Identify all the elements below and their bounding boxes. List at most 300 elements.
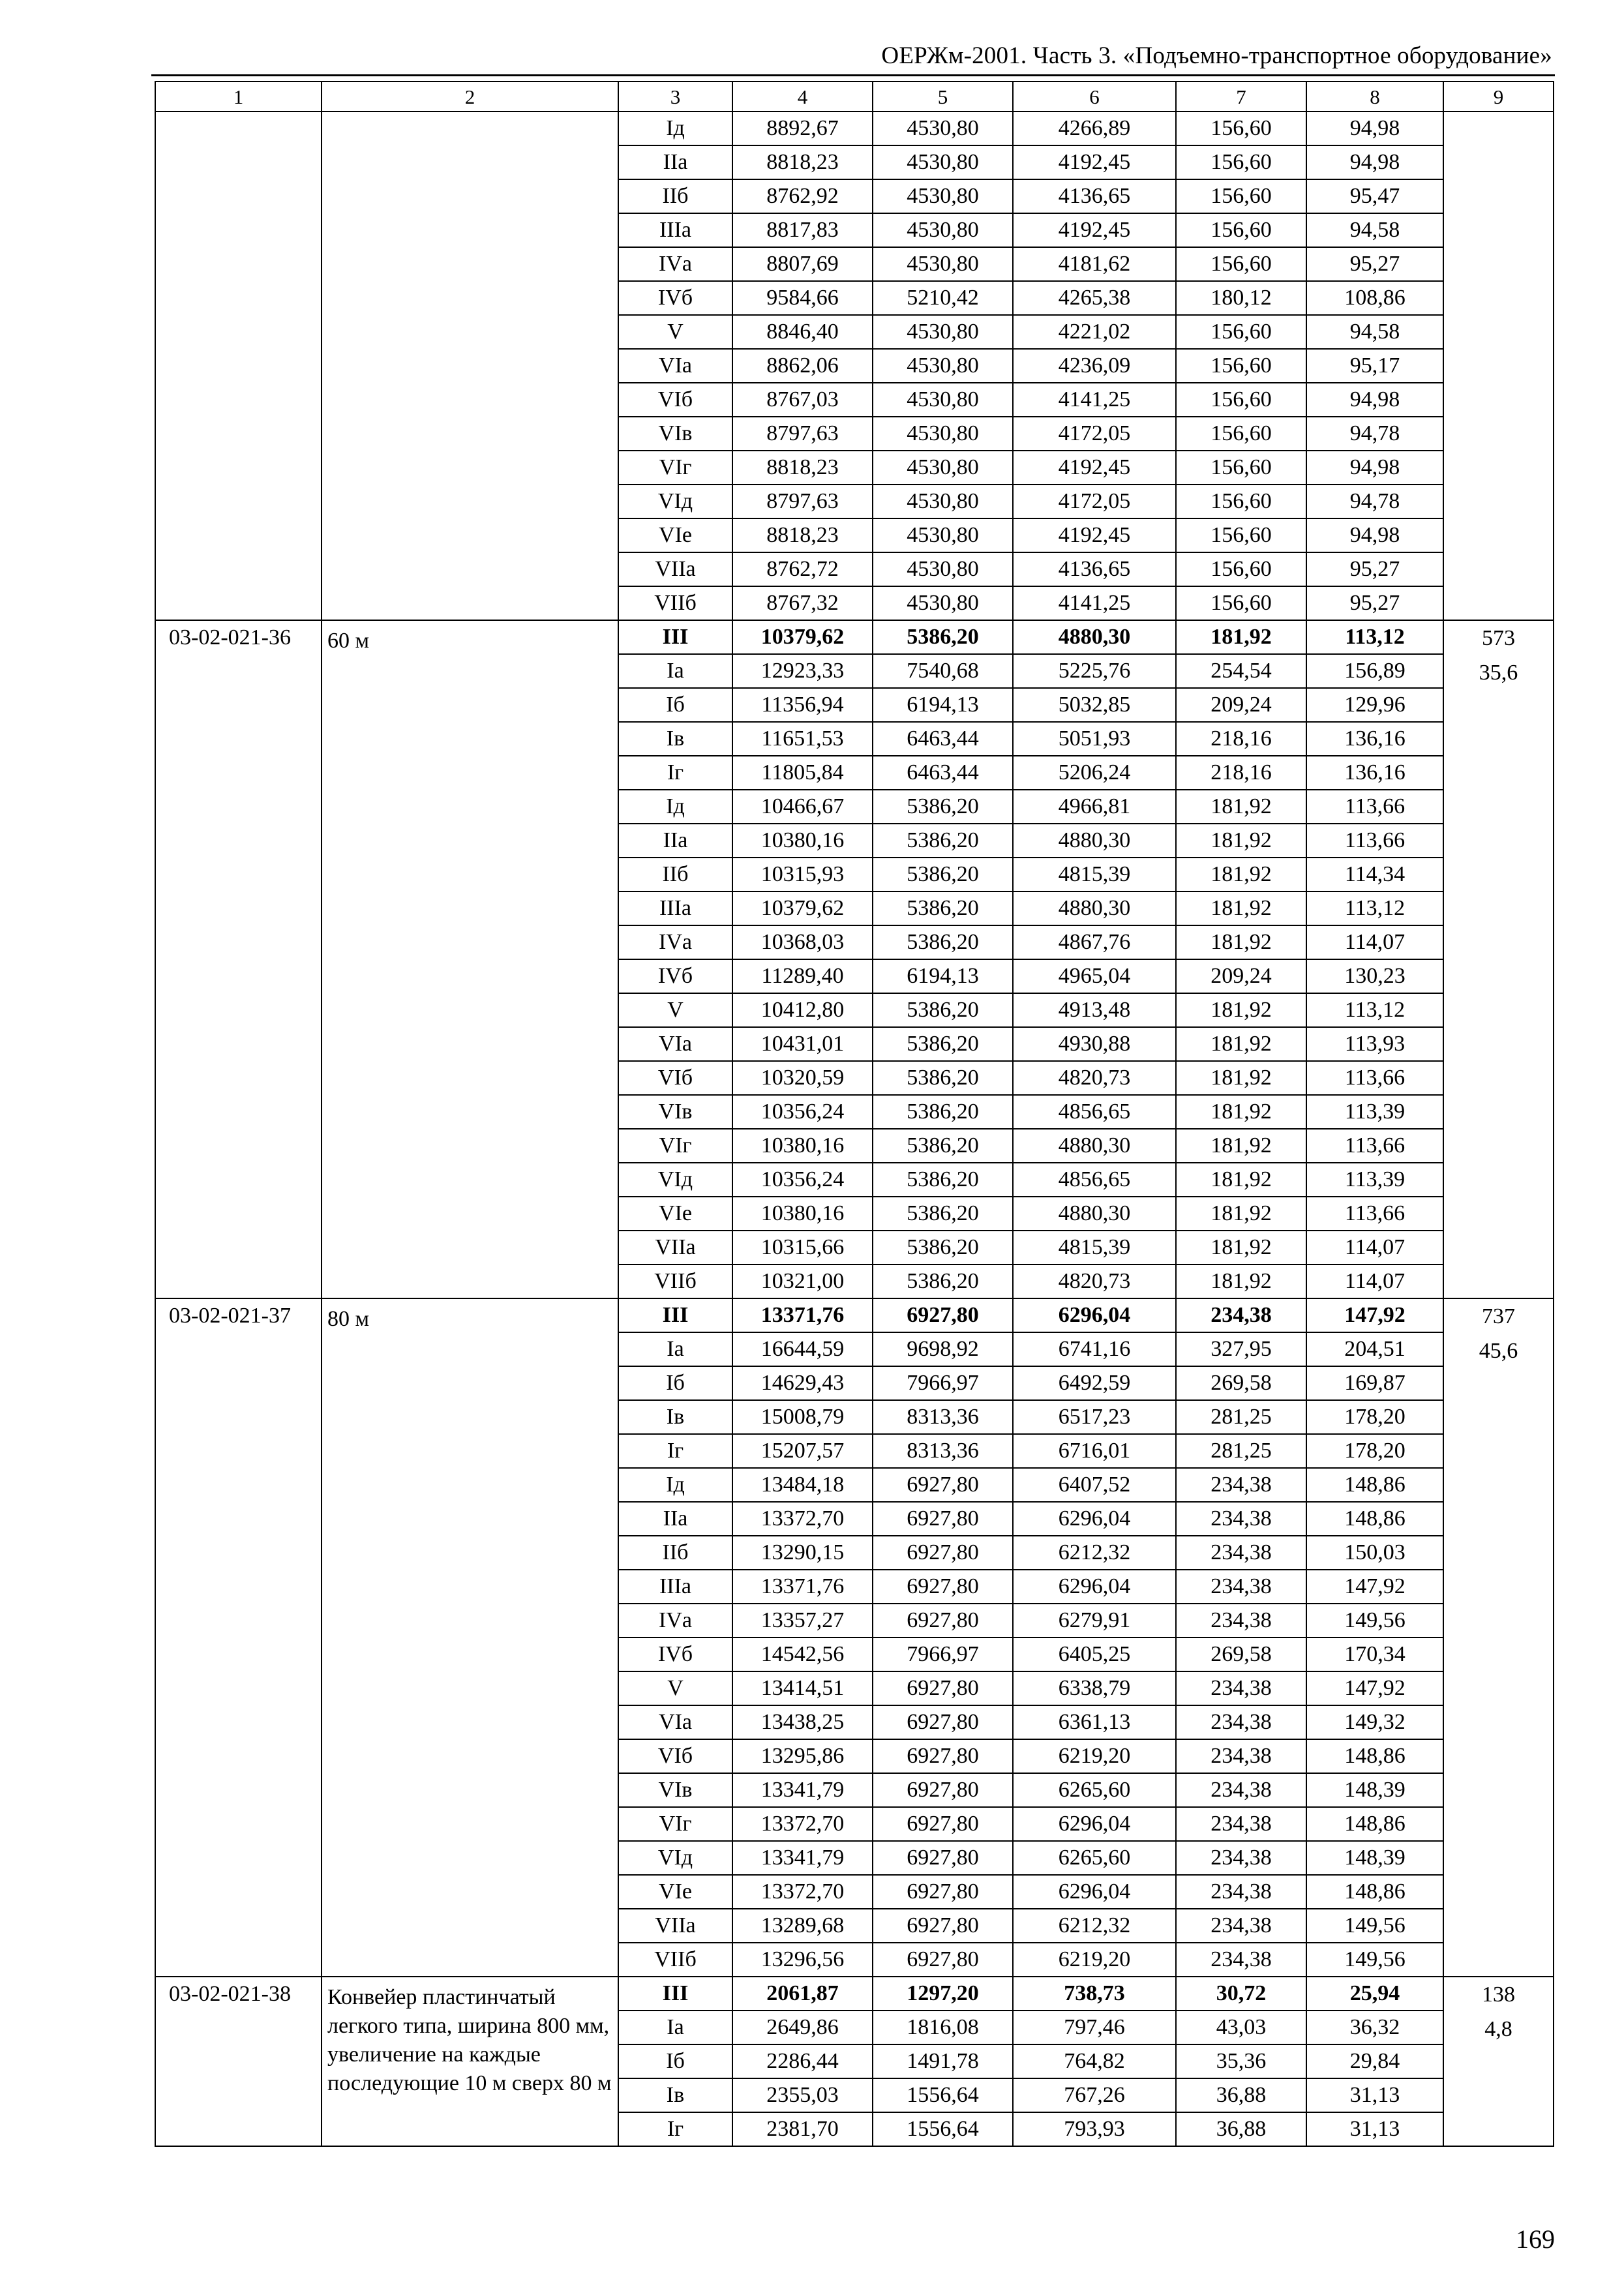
cell-col-6: 6219,20 bbox=[1013, 1739, 1176, 1773]
cell-col-8: 148,86 bbox=[1306, 1875, 1443, 1909]
cell-col-4: 13484,18 bbox=[732, 1468, 873, 1502]
cell-col-4: 8762,92 bbox=[732, 179, 873, 213]
cell-col-6: 4266,89 bbox=[1013, 112, 1176, 145]
cell-col-3: Iв bbox=[618, 1400, 732, 1434]
item-description: 80 м bbox=[322, 1298, 618, 1977]
item-code: 03-02-021-38 bbox=[155, 1977, 322, 2146]
cell-col-5: 5386,20 bbox=[873, 1231, 1013, 1264]
cell-col-3: IVб bbox=[618, 959, 732, 993]
cell-col-8: 113,12 bbox=[1306, 891, 1443, 925]
cell-col-3: VIв bbox=[618, 1773, 732, 1807]
cell-col-8: 94,58 bbox=[1306, 213, 1443, 247]
cell-col-8: 149,56 bbox=[1306, 1604, 1443, 1638]
cell-col-8: 31,13 bbox=[1306, 2078, 1443, 2112]
cell-col-6: 4236,09 bbox=[1013, 349, 1176, 383]
cell-col-3: VIIа bbox=[618, 552, 732, 586]
table-row bbox=[155, 620, 1554, 654]
cell-col-7: 181,92 bbox=[1176, 1163, 1306, 1197]
cell-col-3: IIб bbox=[618, 1536, 732, 1570]
cell-col-8: 95,27 bbox=[1306, 247, 1443, 281]
cell-col-5: 7966,97 bbox=[873, 1366, 1013, 1400]
cell-col-8: 148,39 bbox=[1306, 1773, 1443, 1807]
cell-col-3: Iг bbox=[618, 1434, 732, 1468]
cell-col-4: 13438,25 bbox=[732, 1705, 873, 1739]
cell-col-7: 156,60 bbox=[1176, 179, 1306, 213]
cell-col-6: 6212,32 bbox=[1013, 1909, 1176, 1943]
cell-col-7: 281,25 bbox=[1176, 1400, 1306, 1434]
cell-col-4: 8807,69 bbox=[732, 247, 873, 281]
cell-col-4: 10315,66 bbox=[732, 1231, 873, 1264]
cell-col-3: VIв bbox=[618, 1095, 732, 1129]
cell-col-8: 94,98 bbox=[1306, 383, 1443, 417]
cell-col-8: 113,66 bbox=[1306, 790, 1443, 824]
cell-col-3: IVа bbox=[618, 925, 732, 959]
cell-col-6: 4965,04 bbox=[1013, 959, 1176, 993]
cell-col-8: 95,27 bbox=[1306, 552, 1443, 586]
cell-col-8: 113,66 bbox=[1306, 1129, 1443, 1163]
cell-col-5: 5386,20 bbox=[873, 1264, 1013, 1298]
cell-col-4: 10368,03 bbox=[732, 925, 873, 959]
cell-col-6: 6219,20 bbox=[1013, 1943, 1176, 1977]
item-code: 03-02-021-36 bbox=[155, 620, 322, 1298]
cell-col-3: VIе bbox=[618, 1875, 732, 1909]
column-number: 6 bbox=[1013, 82, 1176, 112]
cell-col-8: 94,58 bbox=[1306, 315, 1443, 349]
cell-col-7: 234,38 bbox=[1176, 1298, 1306, 1332]
cell-col-8: 178,20 bbox=[1306, 1434, 1443, 1468]
cell-col-4: 10379,62 bbox=[732, 620, 873, 654]
cell-col-4: 10356,24 bbox=[732, 1095, 873, 1129]
cell-col-6: 4867,76 bbox=[1013, 925, 1176, 959]
cell-col-8: 36,32 bbox=[1306, 2011, 1443, 2044]
column-number: 5 bbox=[873, 82, 1013, 112]
cell-col-4: 8767,32 bbox=[732, 586, 873, 620]
cell-col-6: 6296,04 bbox=[1013, 1570, 1176, 1604]
cell-col-4: 13371,76 bbox=[732, 1298, 873, 1332]
cell-col-4: 8818,23 bbox=[732, 145, 873, 179]
cell-col-6: 4820,73 bbox=[1013, 1061, 1176, 1095]
cell-col-4: 13372,70 bbox=[732, 1502, 873, 1536]
item-description: 60 м bbox=[322, 620, 618, 1298]
cell-col-7: 218,16 bbox=[1176, 722, 1306, 756]
cell-col-5: 6927,80 bbox=[873, 1671, 1013, 1705]
cell-col-5: 6927,80 bbox=[873, 1909, 1013, 1943]
cell-col-5: 6463,44 bbox=[873, 722, 1013, 756]
item-code bbox=[155, 112, 322, 620]
cell-col-8: 113,12 bbox=[1306, 993, 1443, 1027]
cell-col-5: 1816,08 bbox=[873, 2011, 1013, 2044]
cell-col-8: 129,96 bbox=[1306, 688, 1443, 722]
cell-col-8: 94,78 bbox=[1306, 417, 1443, 451]
cell-col-8: 94,98 bbox=[1306, 145, 1443, 179]
cell-col-3: V bbox=[618, 315, 732, 349]
column-number: 3 bbox=[618, 82, 732, 112]
cell-col-3: Iб bbox=[618, 1366, 732, 1400]
item-col9 bbox=[1443, 1298, 1554, 1977]
cell-col-4: 10315,93 bbox=[732, 858, 873, 891]
cell-col-6: 6405,25 bbox=[1013, 1638, 1176, 1671]
cell-col-6: 4815,39 bbox=[1013, 858, 1176, 891]
cell-col-7: 269,58 bbox=[1176, 1366, 1306, 1400]
cell-col-8: 169,87 bbox=[1306, 1366, 1443, 1400]
table-row bbox=[155, 1977, 1554, 2011]
cell-col-5: 1297,20 bbox=[873, 1977, 1013, 2011]
cell-col-6: 6492,59 bbox=[1013, 1366, 1176, 1400]
cell-col-3: Iв bbox=[618, 2078, 732, 2112]
table-body bbox=[155, 82, 1554, 2146]
cell-col-6: 764,82 bbox=[1013, 2044, 1176, 2078]
cell-col-4: 15207,57 bbox=[732, 1434, 873, 1468]
cell-col-7: 156,60 bbox=[1176, 315, 1306, 349]
cell-col-4: 10380,16 bbox=[732, 824, 873, 858]
cell-col-4: 10466,67 bbox=[732, 790, 873, 824]
cell-col-4: 13341,79 bbox=[732, 1841, 873, 1875]
cell-col-8: 25,94 bbox=[1306, 1977, 1443, 2011]
cell-col-3: Iб bbox=[618, 688, 732, 722]
cell-col-8: 148,86 bbox=[1306, 1807, 1443, 1841]
cell-col-6: 4221,02 bbox=[1013, 315, 1176, 349]
cell-col-3: Iд bbox=[618, 1468, 732, 1502]
cell-col-3: IIб bbox=[618, 858, 732, 891]
cell-col-5: 5386,20 bbox=[873, 824, 1013, 858]
cell-col-3: III bbox=[618, 1977, 732, 2011]
cell-col-7: 234,38 bbox=[1176, 1502, 1306, 1536]
cell-col-8: 114,34 bbox=[1306, 858, 1443, 891]
cell-col-5: 4530,80 bbox=[873, 145, 1013, 179]
cell-col-6: 4192,45 bbox=[1013, 145, 1176, 179]
cell-col-6: 797,46 bbox=[1013, 2011, 1176, 2044]
cell-col-6: 4136,65 bbox=[1013, 179, 1176, 213]
cell-col-7: 234,38 bbox=[1176, 1807, 1306, 1841]
cell-col-5: 6927,80 bbox=[873, 1604, 1013, 1638]
cell-col-4: 13295,86 bbox=[732, 1739, 873, 1773]
cell-col-7: 181,92 bbox=[1176, 1061, 1306, 1095]
header-title: ОЕРЖм-2001. Часть 3. «Подъемно-транспортное оборудование» bbox=[881, 42, 1552, 69]
table-row bbox=[155, 1298, 1554, 1332]
cell-col-6: 4880,30 bbox=[1013, 620, 1176, 654]
cell-col-3: IIа bbox=[618, 1502, 732, 1536]
cell-col-5: 5386,20 bbox=[873, 1027, 1013, 1061]
cell-col-5: 4530,80 bbox=[873, 247, 1013, 281]
cell-col-7: 156,60 bbox=[1176, 586, 1306, 620]
cell-col-5: 5386,20 bbox=[873, 620, 1013, 654]
cell-col-3: VIа bbox=[618, 1027, 732, 1061]
cell-col-4: 8767,03 bbox=[732, 383, 873, 417]
cell-col-8: 94,98 bbox=[1306, 451, 1443, 485]
cell-col-8: 113,66 bbox=[1306, 824, 1443, 858]
cell-col-7: 156,60 bbox=[1176, 213, 1306, 247]
cell-col-4: 12923,33 bbox=[732, 654, 873, 688]
cell-col-7: 181,92 bbox=[1176, 1129, 1306, 1163]
cell-col-7: 234,38 bbox=[1176, 1705, 1306, 1739]
cell-col-6: 5051,93 bbox=[1013, 722, 1176, 756]
cell-col-7: 281,25 bbox=[1176, 1434, 1306, 1468]
cell-col-7: 181,92 bbox=[1176, 790, 1306, 824]
cell-col-6: 6716,01 bbox=[1013, 1434, 1176, 1468]
cell-col-6: 4172,05 bbox=[1013, 417, 1176, 451]
item-description bbox=[322, 112, 618, 620]
cell-col-8: 114,07 bbox=[1306, 1231, 1443, 1264]
cell-col-7: 156,60 bbox=[1176, 518, 1306, 552]
cell-col-8: 95,47 bbox=[1306, 179, 1443, 213]
cell-col-6: 6741,16 bbox=[1013, 1332, 1176, 1366]
item-col9 bbox=[1443, 620, 1554, 1298]
cell-col-4: 16644,59 bbox=[732, 1332, 873, 1366]
cell-col-4: 10380,16 bbox=[732, 1197, 873, 1231]
cell-col-5: 6927,80 bbox=[873, 1739, 1013, 1773]
cell-col-7: 209,24 bbox=[1176, 959, 1306, 993]
cell-col-6: 4966,81 bbox=[1013, 790, 1176, 824]
cell-col-7: 156,60 bbox=[1176, 552, 1306, 586]
cell-col-7: 35,36 bbox=[1176, 2044, 1306, 2078]
cell-col-8: 148,86 bbox=[1306, 1502, 1443, 1536]
cell-col-4: 13372,70 bbox=[732, 1807, 873, 1841]
cell-col-4: 10379,62 bbox=[732, 891, 873, 925]
cell-col-5: 4530,80 bbox=[873, 518, 1013, 552]
cell-col-8: 113,39 bbox=[1306, 1095, 1443, 1129]
cell-col-3: VIб bbox=[618, 383, 732, 417]
cell-col-4: 13414,51 bbox=[732, 1671, 873, 1705]
cell-col-6: 6361,13 bbox=[1013, 1705, 1176, 1739]
cell-col-3: VIд bbox=[618, 1841, 732, 1875]
cell-col-4: 2381,70 bbox=[732, 2112, 873, 2146]
col9-value: 45,6 bbox=[1479, 1339, 1518, 1363]
cell-col-3: VIг bbox=[618, 1129, 732, 1163]
cell-col-7: 234,38 bbox=[1176, 1773, 1306, 1807]
cell-col-8: 204,51 bbox=[1306, 1332, 1443, 1366]
cell-col-4: 9584,66 bbox=[732, 281, 873, 315]
cell-col-4: 10321,00 bbox=[732, 1264, 873, 1298]
cell-col-6: 5032,85 bbox=[1013, 688, 1176, 722]
cell-col-5: 4530,80 bbox=[873, 349, 1013, 383]
column-number-row bbox=[155, 82, 1554, 112]
cell-col-6: 6338,79 bbox=[1013, 1671, 1176, 1705]
cell-col-3: Iа bbox=[618, 1332, 732, 1366]
cell-col-4: 13372,70 bbox=[732, 1875, 873, 1909]
cell-col-6: 767,26 bbox=[1013, 2078, 1176, 2112]
cell-col-6: 4820,73 bbox=[1013, 1264, 1176, 1298]
cell-col-5: 5386,20 bbox=[873, 1197, 1013, 1231]
page-header bbox=[151, 38, 1555, 76]
cell-col-6: 4192,45 bbox=[1013, 518, 1176, 552]
cell-col-4: 8817,83 bbox=[732, 213, 873, 247]
cell-col-6: 4192,45 bbox=[1013, 213, 1176, 247]
cell-col-3: IIIа bbox=[618, 891, 732, 925]
cell-col-3: Iд bbox=[618, 790, 732, 824]
cell-col-7: 234,38 bbox=[1176, 1468, 1306, 1502]
cell-col-4: 13371,76 bbox=[732, 1570, 873, 1604]
cell-col-6: 4856,65 bbox=[1013, 1163, 1176, 1197]
cell-col-7: 156,60 bbox=[1176, 417, 1306, 451]
cell-col-4: 8846,40 bbox=[732, 315, 873, 349]
cell-col-6: 5225,76 bbox=[1013, 654, 1176, 688]
cell-col-7: 181,92 bbox=[1176, 1027, 1306, 1061]
cell-col-8: 147,92 bbox=[1306, 1671, 1443, 1705]
cell-col-4: 8892,67 bbox=[732, 112, 873, 145]
cell-col-5: 7540,68 bbox=[873, 654, 1013, 688]
cell-col-3: V bbox=[618, 1671, 732, 1705]
cell-col-3: IVа bbox=[618, 247, 732, 281]
cell-col-8: 150,03 bbox=[1306, 1536, 1443, 1570]
cell-col-8: 149,56 bbox=[1306, 1943, 1443, 1977]
cell-col-5: 6927,80 bbox=[873, 1570, 1013, 1604]
cell-col-5: 6927,80 bbox=[873, 1875, 1013, 1909]
cell-col-8: 113,66 bbox=[1306, 1061, 1443, 1095]
cell-col-4: 10380,16 bbox=[732, 1129, 873, 1163]
cell-col-8: 114,07 bbox=[1306, 1264, 1443, 1298]
cell-col-5: 5386,20 bbox=[873, 790, 1013, 824]
cell-col-5: 6194,13 bbox=[873, 959, 1013, 993]
cell-col-4: 2061,87 bbox=[732, 1977, 873, 2011]
cell-col-6: 6279,91 bbox=[1013, 1604, 1176, 1638]
cell-col-7: 234,38 bbox=[1176, 1841, 1306, 1875]
cell-col-5: 5210,42 bbox=[873, 281, 1013, 315]
cell-col-4: 8818,23 bbox=[732, 518, 873, 552]
cell-col-3: VIб bbox=[618, 1061, 732, 1095]
cell-col-6: 738,73 bbox=[1013, 1977, 1176, 2011]
cell-col-6: 6296,04 bbox=[1013, 1502, 1176, 1536]
cell-col-8: 113,66 bbox=[1306, 1197, 1443, 1231]
col9-value: 737 bbox=[1482, 1304, 1515, 1328]
cell-col-7: 181,92 bbox=[1176, 1231, 1306, 1264]
cell-col-3: Iв bbox=[618, 722, 732, 756]
cell-col-6: 4880,30 bbox=[1013, 824, 1176, 858]
col9-value: 138 bbox=[1482, 1982, 1515, 2007]
cell-col-5: 5386,20 bbox=[873, 1061, 1013, 1095]
cell-col-6: 4136,65 bbox=[1013, 552, 1176, 586]
cell-col-8: 31,13 bbox=[1306, 2112, 1443, 2146]
cell-col-4: 13357,27 bbox=[732, 1604, 873, 1638]
cell-col-8: 95,17 bbox=[1306, 349, 1443, 383]
cell-col-6: 6212,32 bbox=[1013, 1536, 1176, 1570]
item-description: Конвейер пластинчатый легкого типа, ширина 800 мм, увеличение на каждые последующие 10 м сверх 80 м bbox=[322, 1977, 618, 2146]
cell-col-7: 181,92 bbox=[1176, 1264, 1306, 1298]
cell-col-7: 234,38 bbox=[1176, 1943, 1306, 1977]
cell-col-6: 5206,24 bbox=[1013, 756, 1176, 790]
cell-col-3: III bbox=[618, 1298, 732, 1332]
cell-col-4: 8762,72 bbox=[732, 552, 873, 586]
cell-col-4: 11805,84 bbox=[732, 756, 873, 790]
price-table bbox=[155, 81, 1554, 2147]
cell-col-3: III bbox=[618, 620, 732, 654]
cell-col-3: VIе bbox=[618, 518, 732, 552]
cell-col-3: VIIб bbox=[618, 586, 732, 620]
cell-col-3: VIа bbox=[618, 1705, 732, 1739]
cell-col-5: 4530,80 bbox=[873, 179, 1013, 213]
cell-col-5: 1491,78 bbox=[873, 2044, 1013, 2078]
cell-col-5: 7966,97 bbox=[873, 1638, 1013, 1671]
cell-col-7: 181,92 bbox=[1176, 620, 1306, 654]
column-number: 8 bbox=[1306, 82, 1443, 112]
cell-col-6: 793,93 bbox=[1013, 2112, 1176, 2146]
col9-value: 4,8 bbox=[1484, 2017, 1512, 2041]
cell-col-4: 14629,43 bbox=[732, 1366, 873, 1400]
cell-col-5: 1556,64 bbox=[873, 2112, 1013, 2146]
cell-col-5: 4530,80 bbox=[873, 586, 1013, 620]
cell-col-3: VIв bbox=[618, 417, 732, 451]
cell-col-8: 108,86 bbox=[1306, 281, 1443, 315]
cell-col-5: 5386,20 bbox=[873, 891, 1013, 925]
cell-col-3: IIа bbox=[618, 145, 732, 179]
cell-col-4: 2355,03 bbox=[732, 2078, 873, 2112]
cell-col-4: 11651,53 bbox=[732, 722, 873, 756]
cell-col-5: 6463,44 bbox=[873, 756, 1013, 790]
cell-col-8: 94,98 bbox=[1306, 518, 1443, 552]
cell-col-7: 156,60 bbox=[1176, 349, 1306, 383]
cell-col-5: 5386,20 bbox=[873, 1163, 1013, 1197]
cell-col-6: 6407,52 bbox=[1013, 1468, 1176, 1502]
cell-col-5: 6927,80 bbox=[873, 1468, 1013, 1502]
cell-col-5: 5386,20 bbox=[873, 1129, 1013, 1163]
cell-col-4: 8797,63 bbox=[732, 417, 873, 451]
column-number: 1 bbox=[155, 82, 322, 112]
cell-col-4: 10320,59 bbox=[732, 1061, 873, 1095]
cell-col-7: 234,38 bbox=[1176, 1604, 1306, 1638]
cell-col-8: 29,84 bbox=[1306, 2044, 1443, 2078]
column-number: 9 bbox=[1443, 82, 1554, 112]
cell-col-7: 234,38 bbox=[1176, 1875, 1306, 1909]
cell-col-7: 234,38 bbox=[1176, 1671, 1306, 1705]
cell-col-4: 8818,23 bbox=[732, 451, 873, 485]
cell-col-3: Iа bbox=[618, 2011, 732, 2044]
cell-col-4: 10356,24 bbox=[732, 1163, 873, 1197]
cell-col-8: 156,89 bbox=[1306, 654, 1443, 688]
cell-col-5: 4530,80 bbox=[873, 552, 1013, 586]
cell-col-5: 4530,80 bbox=[873, 485, 1013, 518]
cell-col-3: Iд bbox=[618, 112, 732, 145]
cell-col-3: VIд bbox=[618, 485, 732, 518]
cell-col-7: 181,92 bbox=[1176, 925, 1306, 959]
cell-col-6: 4913,48 bbox=[1013, 993, 1176, 1027]
cell-col-8: 149,32 bbox=[1306, 1705, 1443, 1739]
cell-col-5: 8313,36 bbox=[873, 1400, 1013, 1434]
cell-col-3: IIIа bbox=[618, 1570, 732, 1604]
cell-col-7: 36,88 bbox=[1176, 2078, 1306, 2112]
cell-col-6: 6296,04 bbox=[1013, 1875, 1176, 1909]
cell-col-4: 10431,01 bbox=[732, 1027, 873, 1061]
cell-col-8: 113,12 bbox=[1306, 620, 1443, 654]
cell-col-3: IIIа bbox=[618, 213, 732, 247]
cell-col-5: 8313,36 bbox=[873, 1434, 1013, 1468]
cell-col-8: 149,56 bbox=[1306, 1909, 1443, 1943]
cell-col-7: 234,38 bbox=[1176, 1909, 1306, 1943]
cell-col-4: 11356,94 bbox=[732, 688, 873, 722]
cell-col-3: Iб bbox=[618, 2044, 732, 2078]
table-row bbox=[155, 112, 1554, 145]
cell-col-7: 234,38 bbox=[1176, 1536, 1306, 1570]
col9-value: 35,6 bbox=[1479, 661, 1518, 685]
cell-col-8: 114,07 bbox=[1306, 925, 1443, 959]
cell-col-7: 181,92 bbox=[1176, 824, 1306, 858]
cell-col-6: 4181,62 bbox=[1013, 247, 1176, 281]
cell-col-7: 181,92 bbox=[1176, 1197, 1306, 1231]
cell-col-5: 6194,13 bbox=[873, 688, 1013, 722]
cell-col-4: 15008,79 bbox=[732, 1400, 873, 1434]
cell-col-7: 269,58 bbox=[1176, 1638, 1306, 1671]
cell-col-3: VIIб bbox=[618, 1264, 732, 1298]
cell-col-3: Iа bbox=[618, 654, 732, 688]
cell-col-7: 156,60 bbox=[1176, 485, 1306, 518]
cell-col-6: 4815,39 bbox=[1013, 1231, 1176, 1264]
cell-col-4: 14542,56 bbox=[732, 1638, 873, 1671]
cell-col-3: Iг bbox=[618, 2112, 732, 2146]
cell-col-7: 156,60 bbox=[1176, 383, 1306, 417]
cell-col-7: 156,60 bbox=[1176, 247, 1306, 281]
cell-col-8: 147,92 bbox=[1306, 1298, 1443, 1332]
item-col9 bbox=[1443, 112, 1554, 620]
cell-col-3: VIг bbox=[618, 1807, 732, 1841]
cell-col-5: 4530,80 bbox=[873, 315, 1013, 349]
